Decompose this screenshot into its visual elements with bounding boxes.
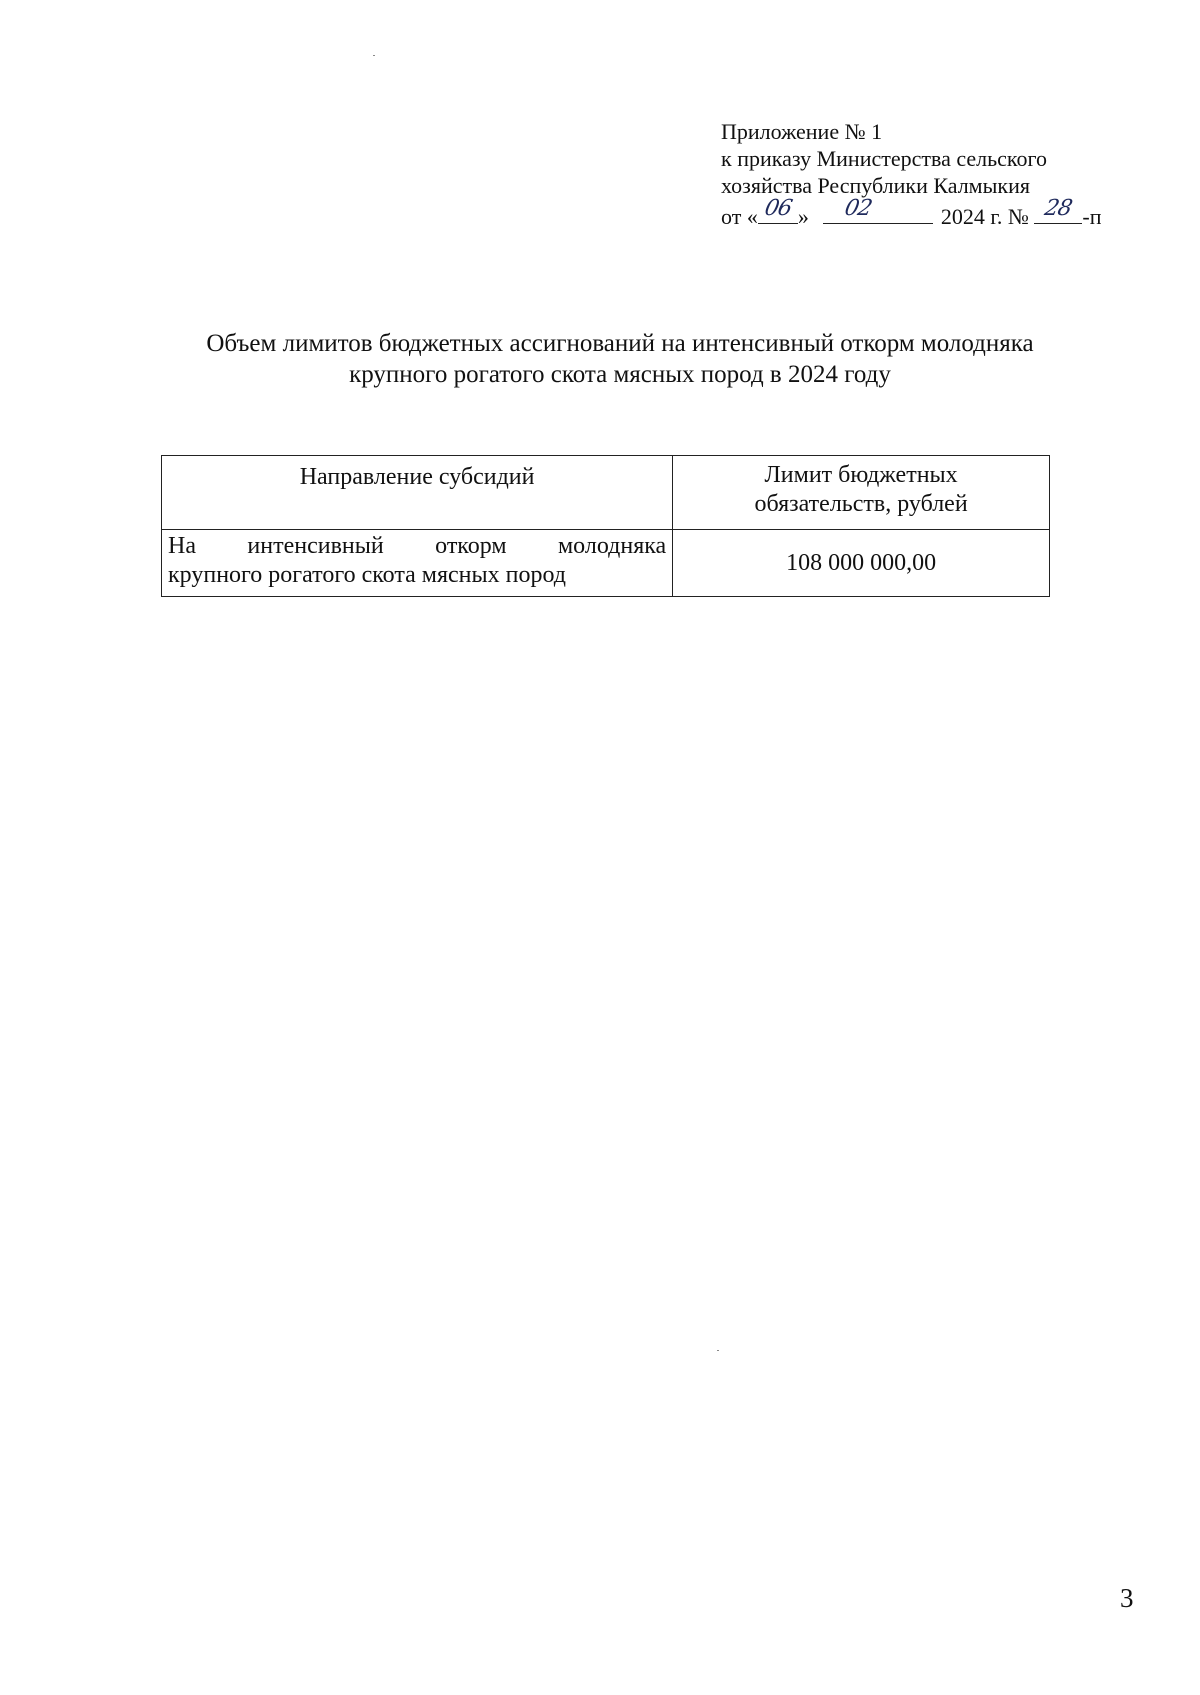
document-title bbox=[130, 328, 1110, 390]
table-header-row bbox=[162, 456, 1050, 530]
handwritten-day: 06 bbox=[762, 196, 794, 221]
header-direction: Направление субсидий bbox=[162, 456, 673, 530]
scan-speck bbox=[373, 55, 375, 56]
appendix-order-ref: к приказу Министерства сельского bbox=[721, 146, 1047, 171]
handwritten-order-number: 28 bbox=[1042, 196, 1075, 221]
direction-line-2: крупного рогатого скота мясных пород bbox=[168, 562, 566, 588]
table-row bbox=[162, 530, 1050, 597]
order-number-blank bbox=[1034, 196, 1082, 224]
year-text: 2024 г. № bbox=[940, 204, 1029, 229]
appendix-header bbox=[721, 118, 1141, 230]
header-limit-line-2: обязательств, рублей bbox=[754, 491, 968, 517]
day-blank bbox=[758, 196, 798, 224]
header-limit-line-1: Лимит бюджетных bbox=[764, 462, 958, 488]
date-prefix: от « bbox=[721, 204, 758, 229]
month-blank bbox=[823, 196, 933, 224]
title-line-1: Объем лимитов бюджетных ассигнований на интенсивный откорм молодняка bbox=[206, 330, 1034, 357]
title-line-2: крупного рогатого скота мясных пород в 2024 году bbox=[349, 361, 891, 388]
order-suffix: -п bbox=[1082, 204, 1102, 229]
cell-direction bbox=[162, 530, 673, 597]
direction-line-1: На интенсивный откорм молодняка bbox=[168, 533, 667, 559]
appendix-ministry: хозяйства Республики Калмыкия bbox=[721, 173, 1030, 198]
appendix-title: Приложение № 1 bbox=[721, 119, 883, 144]
handwritten-month: 02 bbox=[842, 196, 874, 221]
budget-limits-table bbox=[161, 455, 1050, 597]
scan-speck bbox=[717, 1350, 719, 1351]
page-number: 3 bbox=[1120, 1583, 1134, 1613]
date-mid: » bbox=[797, 204, 809, 229]
header-limit bbox=[673, 456, 1050, 530]
appendix-date-line bbox=[721, 196, 1141, 230]
cell-amount: 108 000 000,00 bbox=[673, 530, 1050, 597]
